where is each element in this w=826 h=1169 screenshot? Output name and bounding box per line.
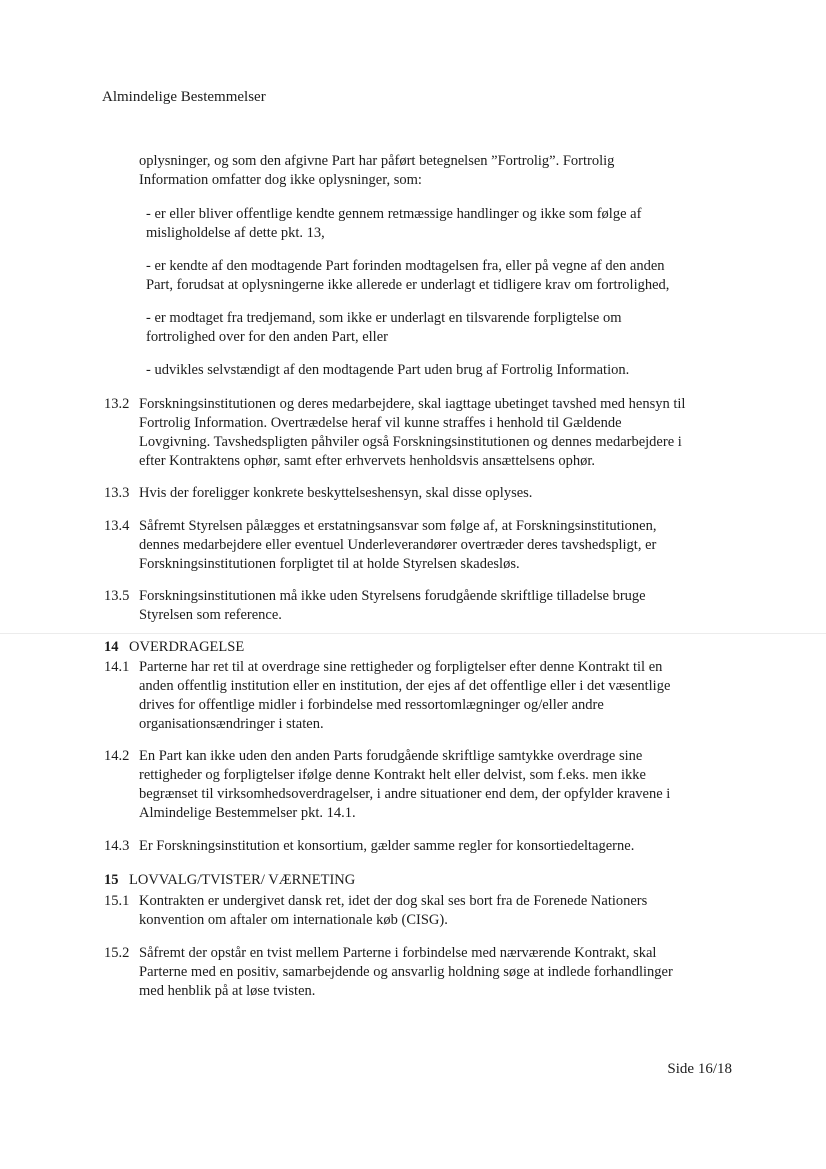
clause-text (139, 484, 739, 503)
scan-divider (0, 633, 826, 634)
intro-paragraph (139, 152, 739, 190)
text-line: - er modtaget fra tredjemand, som ikke er underlagt en tilsvarende forpligtelse om (146, 310, 622, 326)
text-line: misligholdelse af dette pkt. 13, (146, 225, 325, 241)
text-line: Forskningsinstitutionen og deres medarbejdere, skal iagttage ubetinget tavshed med hensyn til (139, 396, 686, 412)
clause-number: 13.2 (104, 396, 130, 412)
text-line: Information omfatter dog ikke oplysninger, som: (139, 172, 422, 188)
text-line: drives for offentlige midler i forbindelse med ressortomlægninger og/eller andre (139, 697, 604, 713)
clause-number: 13.3 (104, 485, 130, 501)
clause-text (139, 587, 739, 625)
text-line: Part, forudsat at oplysningerne ikke allerede er underlagt et tidligere krav om fortrolighed, (146, 277, 670, 293)
text-line: organisationsændringer i staten. (139, 716, 324, 732)
text-line: Fortrolig Information. Overtrædelse heraf vil kunne straffes i henhold til Gældende (139, 415, 622, 431)
text-line: - er kendte af den modtagende Part forinden modtagelsen fra, eller på vegne af den anden (146, 258, 665, 274)
clause-number: 13.5 (104, 588, 130, 604)
text-line: Hvis der foreligger konkrete beskyttelseshensyn, skal disse oplyses. (139, 485, 533, 501)
text-line: oplysninger, og som den afgivne Part har påført betegnelsen ”Fortrolig”. Fortrolig (139, 153, 615, 169)
text-line: Forskningsinstitutionen forpligtet til at holde Styrelsen skadesløs. (139, 556, 520, 572)
text-line: Kontrakten er undergivet dansk ret, idet der dog skal ses bort fra de Forenede Nationers (139, 893, 648, 909)
bullet-item (146, 205, 736, 243)
text-line: begrænset til virksomhedsoverdragelser, i andre situationer end dem, der opfylder kravene i (139, 786, 671, 802)
clause-text (139, 395, 739, 471)
clause-number: 14.1 (104, 659, 130, 675)
section-number: 15 (104, 872, 119, 888)
clause-number: 13.4 (104, 518, 130, 534)
clause-number: 15.1 (104, 893, 130, 909)
page-header: Almindelige Bestemmelser (102, 89, 266, 105)
section-title: LOVVALG/TVISTER/ VÆRNETING (129, 872, 356, 888)
clause-number: 15.2 (104, 945, 130, 961)
text-line: Er Forskningsinstitution et konsortium, gælder samme regler for konsortiedeltagerne. (139, 838, 635, 854)
text-line: fortrolighed over for den anden Part, eller (146, 329, 388, 345)
clause-number: 14.3 (104, 838, 130, 854)
clause-text (139, 517, 739, 574)
text-line: anden offentlig institution eller en institution, der ejes af det offentlige eller i det væsentlige (139, 678, 671, 694)
text-line: efter Kontraktens ophør, samt efter erhvervets henholdsvis ansættelsens ophør. (139, 453, 596, 469)
clause-text (139, 747, 739, 823)
clause-number: 14.2 (104, 748, 130, 764)
bullet-item (146, 257, 736, 295)
text-line: med henblik på at løse tvisten. (139, 983, 316, 999)
page-number: Side 16/18 (667, 1061, 732, 1077)
bullet-item (146, 309, 736, 347)
section-title: OVERDRAGELSE (129, 639, 245, 655)
clause-text (139, 892, 739, 930)
text-line: Såfremt der opstår en tvist mellem Parterne i forbindelse med nærværende Kontrakt, skal (139, 945, 657, 961)
text-line: Parterne med en positiv, samarbejdende og ansvarlig holdning søge at indlede forhandlinger (139, 964, 673, 980)
text-line: rettigheder og forpligtelser ifølge denne Kontrakt helt eller delvist, som f.eks. men ikke (139, 767, 646, 783)
clause-text (139, 944, 739, 1001)
text-line: konvention om aftaler om internationale køb (CISG). (139, 912, 448, 928)
text-line: En Part kan ikke uden den anden Parts forudgående skriftlige samtykke overdrage sine (139, 748, 643, 764)
text-line: Såfremt Styrelsen pålægges et erstatningsansvar som følge af, at Forskningsinstitutionen, (139, 518, 657, 534)
text-line: Parterne har ret til at overdrage sine rettigheder og forpligtelser efter denne Kontrakt til en (139, 659, 663, 675)
text-line: Almindelige Bestemmelser pkt. 14.1. (139, 805, 356, 821)
text-line: Forskningsinstitutionen må ikke uden Styrelsens forudgående skriftlige tilladelse bruge (139, 588, 646, 604)
text-line: - er eller bliver offentlige kendte gennem retmæssige handlinger og ikke som følge af (146, 206, 642, 222)
bullet-item (146, 361, 736, 380)
clause-text (139, 837, 739, 856)
text-line: Styrelsen som reference. (139, 607, 282, 623)
text-line: dennes medarbejdere eller eventuel Underleverandører overtræder deres tavshedspligt, er (139, 537, 657, 553)
text-line: - udvikles selvstændigt af den modtagende Part uden brug af Fortrolig Information. (146, 362, 630, 378)
section-number: 14 (104, 639, 119, 655)
text-line: Lovgivning. Tavshedspligten påhviler også Forskningsinstitutionen og dennes medarbejdere i (139, 434, 682, 450)
clause-text (139, 658, 739, 734)
